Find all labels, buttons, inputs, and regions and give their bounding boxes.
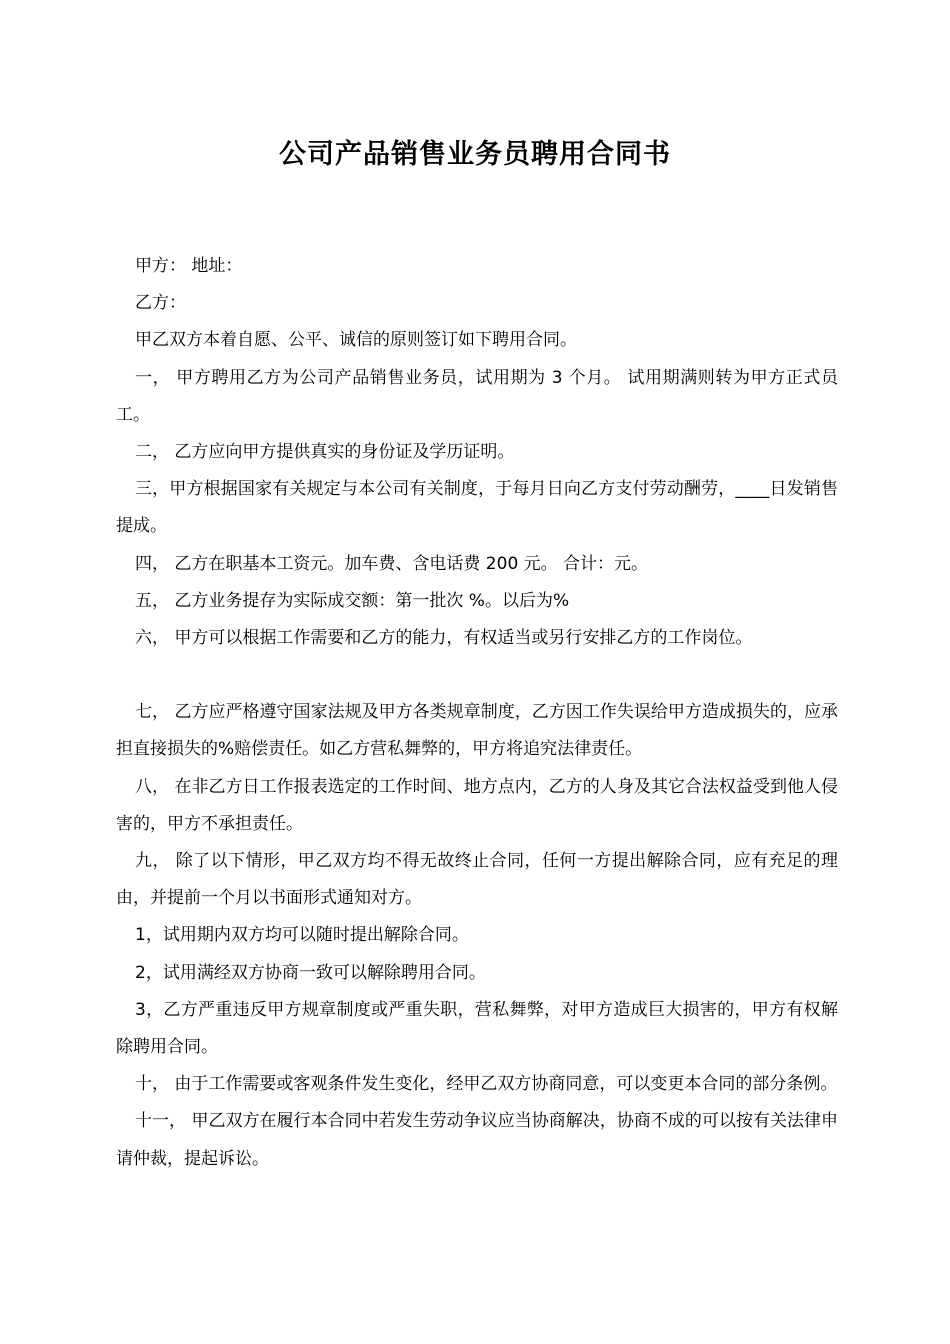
clause-9-item-2: 2，试用满经双方协商一致可以解除聘用合同。: [135, 962, 486, 983]
contract-body: [116, 248, 838, 1178]
document-title: 公司产品销售业务员聘用合同书: [279, 139, 671, 170]
clause-5: 五， 乙方业务提存为实际成交额：第一批次 %。以后为%: [135, 590, 570, 611]
clause-6: 六， 甲方可以根据工作需要和乙方的能力，有权适当或另行安排乙方的工作岗位。: [135, 628, 753, 649]
clause-10: 十， 由于工作需要或客观条件发生变化，经甲乙双方协商同意，可以变更本合同的部分条例。: [135, 1074, 838, 1095]
clause-9-item-3: 3，乙方严重违反甲方规章制度或严重失职，营私舞弊，对甲方造成巨大损害的，甲方有权解除聘用合同。: [116, 999, 838, 1058]
clause-3: 三，甲方根据国家有关规定与本公司有关制度，于每月日向乙方支付劳动酬劳，____日发销售提成。: [116, 479, 838, 537]
clause-7: 七， 乙方应严格遵守国家法规及甲方各类规章制度，乙方因工作失误给甲方造成损失的，应承担直接损失的%赔偿责任。如乙方营私舞弊的，甲方将追究法律责任。: [116, 702, 838, 760]
clause-9: 九， 除了以下情形，甲乙双方均不得无故终止合同，任何一方提出解除合同，应有充足的理由，并提前一个月以书面形式通知对方。: [116, 851, 838, 909]
clause-4: 四， 乙方在职基本工资元。加车费、含电话费 200 元。 合计：元。: [135, 553, 649, 574]
clause-11: 十一， 甲乙双方在履行本合同中若发生劳动争议应当协商解决，协商不成的可以按有关法律申请仲裁，提起诉讼。: [116, 1111, 838, 1169]
party-a-line: 甲方： 地址：: [135, 256, 243, 276]
clause-8: 八， 在非乙方日工作报表选定的工作时间、地方点内，乙方的人身及其它合法权益受到他人侵害的，甲方不承担责任。: [116, 776, 838, 834]
preamble: 甲乙双方本着自愿、公平、诚信的原则签订如下聘用合同。: [135, 330, 577, 351]
party-b-line: 乙方：: [135, 293, 186, 314]
clause-1: 一， 甲方聘用乙方为公司产品销售业务员，试用期为 3 个月。 试用期满则转为甲方正式员工。: [116, 367, 838, 425]
clause-9-item-1: 1，试用期内双方均可以随时提出解除合同。: [135, 925, 469, 946]
clause-2: 二， 乙方应向甲方提供真实的身份证及学历证明。: [135, 442, 515, 463]
